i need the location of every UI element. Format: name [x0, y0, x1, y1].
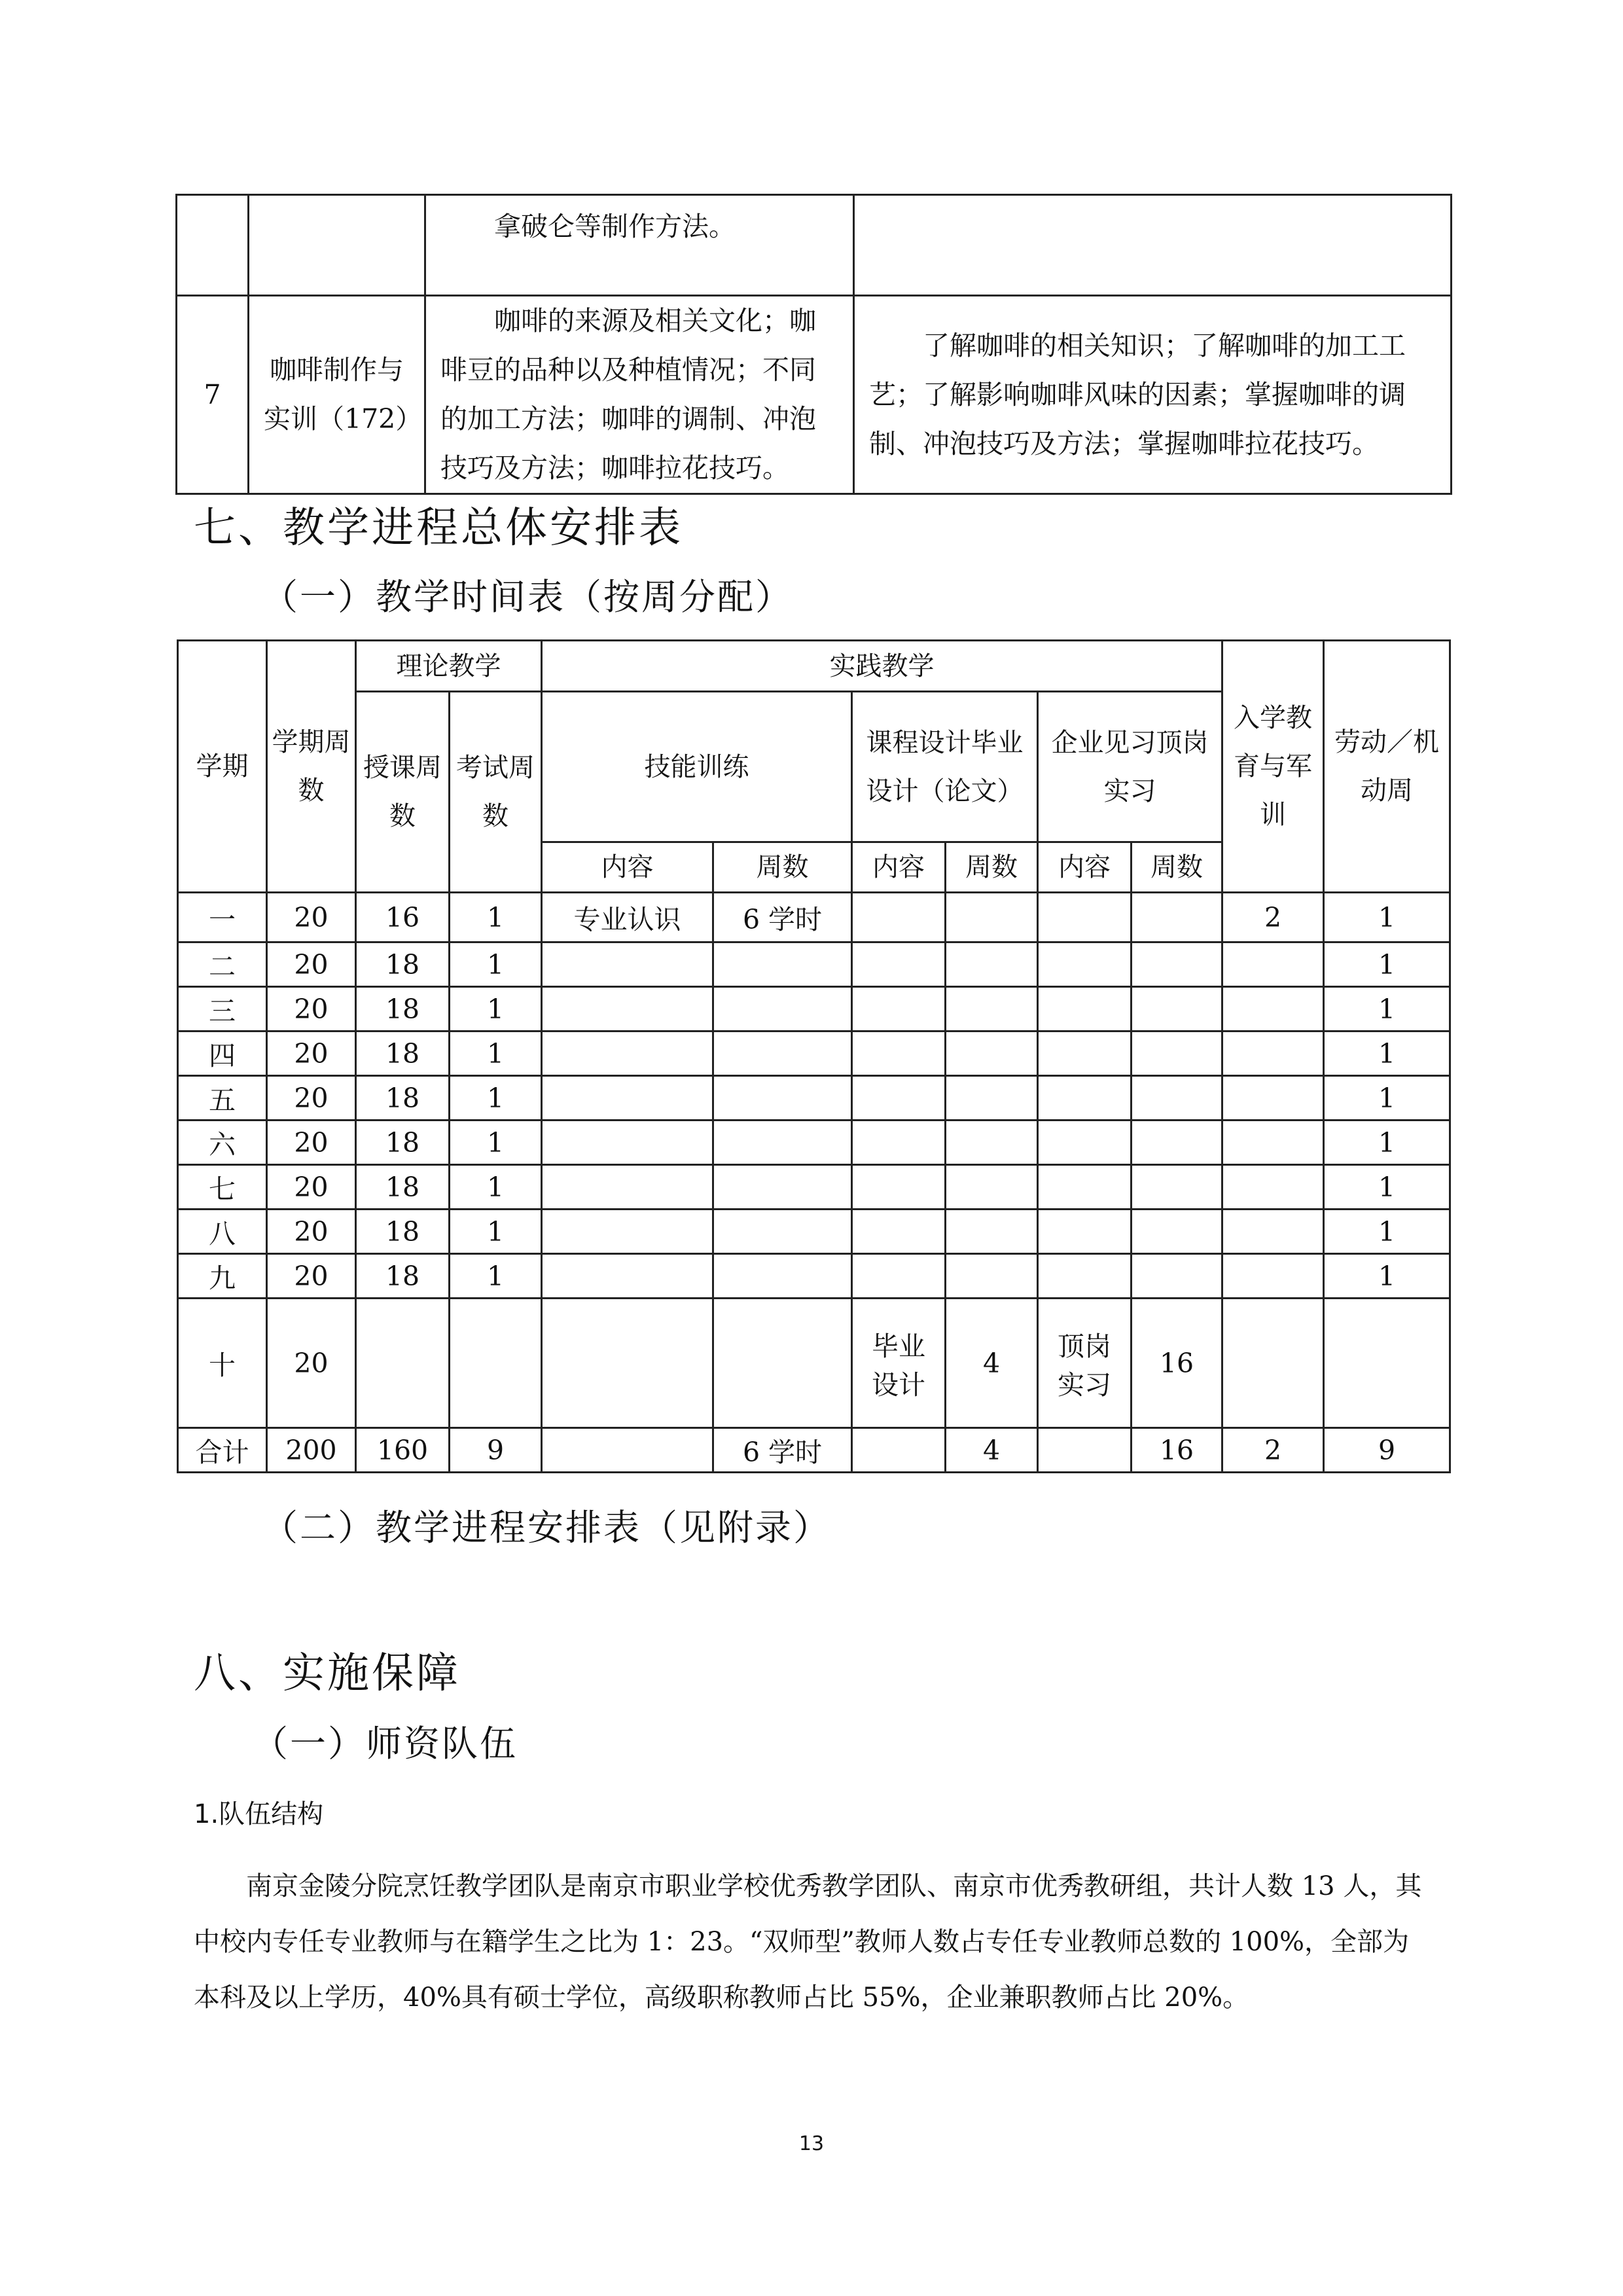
table-cell: [946, 1210, 1038, 1254]
table-cell: 1: [1324, 1254, 1450, 1299]
table-cell: 1: [450, 942, 542, 987]
header-semester: 学期: [178, 641, 267, 893]
table-cell: 20: [267, 1210, 356, 1254]
table-cell: 三: [178, 987, 267, 1031]
table-cell: [946, 987, 1038, 1031]
table-cell: [946, 893, 1038, 942]
table-cell: [1222, 1121, 1324, 1165]
table-cell: 16: [1132, 1299, 1222, 1428]
table-cell: 1: [1324, 1165, 1450, 1210]
section-8-sub-1: （一）师资队伍: [252, 1723, 518, 1765]
table-row: [177, 296, 1452, 494]
table-cell: [713, 1210, 852, 1254]
table-row: [178, 1076, 1450, 1121]
table-cell: 18: [356, 942, 450, 987]
header-week-count: 周数: [713, 842, 852, 893]
table-cell: 9: [450, 1428, 542, 1473]
table-cell: 1: [450, 1076, 542, 1121]
table-cell: 20: [267, 1165, 356, 1210]
table-cell: [852, 1165, 946, 1210]
header-weeks: 学期周数: [267, 641, 356, 893]
table-cell: [852, 987, 946, 1031]
table-cell: 八: [178, 1210, 267, 1254]
table-cell: [946, 942, 1038, 987]
table-cell: [1038, 1031, 1132, 1076]
table-cell: 18: [356, 1031, 450, 1076]
table-cell: [946, 1076, 1038, 1121]
course-name: 咖啡制作与实训（172）: [249, 296, 425, 494]
table-cell: [1132, 1165, 1222, 1210]
header-exam-weeks: 考试周数: [450, 692, 542, 893]
table-cell: [1038, 987, 1132, 1031]
table-cell: [1222, 942, 1324, 987]
table-cell: 9: [1324, 1428, 1450, 1473]
table-cell: 1: [450, 1254, 542, 1299]
table-cell: 专业认识: [542, 893, 713, 942]
section-7-sub-2: （二）教学进程安排表（见附录）: [262, 1507, 832, 1549]
table-cell: [1038, 942, 1132, 987]
table-cell: 一: [178, 893, 267, 942]
table-cell: 200: [267, 1428, 356, 1473]
table-cell: [713, 1165, 852, 1210]
table-cell: 20: [267, 1299, 356, 1428]
schedule-body: [178, 893, 1450, 1473]
table-row: [177, 195, 1452, 296]
table-cell: [542, 1121, 713, 1165]
table-cell: [542, 1076, 713, 1121]
team-structure-paragraph: 南京金陵分院烹饪教学团队是南京市职业学校优秀教学团队、南京市优秀教研组，共计人数 13 人，其中校内专任专业教师与在籍学生之比为 1：23。“双师型”教师人数占专任专业教师总数的 100%，全部为本科及以上学历，40%具有硕士学位，高级职称教师占比 55%，企业兼职教师占比 20%。: [194, 1871, 1422, 2013]
table-cell: 顶岗实习: [1038, 1299, 1132, 1428]
table-cell: [542, 1254, 713, 1299]
table-cell: 16: [356, 893, 450, 942]
table-cell: 160: [356, 1428, 450, 1473]
header-teach-weeks: 授课周数: [356, 692, 450, 893]
course-content: 拿破仑等制作方法。: [425, 195, 854, 296]
table-cell: 20: [267, 893, 356, 942]
table-cell: [1222, 1076, 1324, 1121]
table-cell: [542, 1299, 713, 1428]
table-cell: [356, 1299, 450, 1428]
table-cell: 1: [450, 1165, 542, 1210]
table-row: [178, 1031, 1450, 1076]
table-row: [178, 942, 1450, 987]
table-cell: [542, 1210, 713, 1254]
course-content: 咖啡的来源及相关文化；咖啡豆的品种以及种植情况；不同的加工方法；咖啡的调制、冲泡技巧及方法；咖啡拉花技巧。: [425, 296, 854, 494]
table-cell: [713, 1299, 852, 1428]
course-content-table: [175, 194, 1452, 495]
table-cell: 2: [1222, 1428, 1324, 1473]
table-cell: [852, 1031, 946, 1076]
table-row: [178, 1165, 1450, 1210]
table-cell: 二: [178, 942, 267, 987]
table-cell: 18: [356, 1254, 450, 1299]
table-cell: [1132, 1076, 1222, 1121]
table-row: [178, 1121, 1450, 1165]
table-cell: [542, 987, 713, 1031]
table-cell: [542, 1165, 713, 1210]
header-skill: 技能训练: [542, 692, 852, 842]
section-8-title: 八、实施保障: [194, 1649, 461, 1698]
header-practice: 实践教学: [542, 641, 1222, 692]
table-cell: [1222, 1254, 1324, 1299]
table-cell: 18: [356, 1121, 450, 1165]
table-cell: 1: [450, 1031, 542, 1076]
table-cell: 20: [267, 942, 356, 987]
table-cell: [1038, 1210, 1132, 1254]
table-cell: 4: [946, 1428, 1038, 1473]
table-cell: 18: [356, 1210, 450, 1254]
table-cell: 1: [1324, 942, 1450, 987]
section-7-sub-1: （一）教学时间表（按周分配）: [262, 576, 794, 618]
course-name: [249, 195, 425, 296]
table-cell: 1: [450, 987, 542, 1031]
table-row: [178, 893, 1450, 942]
table-cell: 九: [178, 1254, 267, 1299]
table-cell: [713, 1031, 852, 1076]
header-design: 课程设计毕业设计（论文）: [852, 692, 1038, 842]
header-week-count: 周数: [1132, 842, 1222, 893]
table-cell: 1: [450, 893, 542, 942]
header-theory: 理论教学: [356, 641, 542, 692]
table-cell: 6 学时: [713, 893, 852, 942]
table-cell: [852, 1254, 946, 1299]
table-cell: [713, 1121, 852, 1165]
header-content: 内容: [1038, 842, 1132, 893]
table-cell: [1038, 1076, 1132, 1121]
table-row: [178, 1254, 1450, 1299]
table-cell: [713, 1254, 852, 1299]
table-cell: 六: [178, 1121, 267, 1165]
table-cell: 2: [1222, 893, 1324, 942]
table-cell: [1222, 987, 1324, 1031]
teaching-schedule-table: [177, 639, 1451, 1473]
table-cell: 1: [1324, 1076, 1450, 1121]
table-cell: [1132, 1210, 1222, 1254]
table-cell: [852, 1210, 946, 1254]
table-cell: 20: [267, 1254, 356, 1299]
table-cell: [1222, 1299, 1324, 1428]
table-cell: [542, 1428, 713, 1473]
table-cell: 合计: [178, 1428, 267, 1473]
table-cell: [713, 987, 852, 1031]
table-cell: [1132, 987, 1222, 1031]
table-cell: [946, 1254, 1038, 1299]
table-row: [178, 987, 1450, 1031]
table-cell: 18: [356, 1076, 450, 1121]
table-header-row: [178, 641, 1450, 692]
header-content: 内容: [542, 842, 713, 893]
header-intern: 企业见习顶岗实习: [1038, 692, 1222, 842]
header-entry: 入学教育与军训: [1222, 641, 1324, 893]
table-cell: [946, 1031, 1038, 1076]
table-cell: [852, 893, 946, 942]
table-cell: [1038, 893, 1132, 942]
table-cell: 1: [1324, 987, 1450, 1031]
table-cell: 18: [356, 987, 450, 1031]
table-cell: 1: [1324, 1121, 1450, 1165]
table-cell: [1038, 1121, 1132, 1165]
table-cell: 16: [1132, 1428, 1222, 1473]
table-cell: 1: [1324, 1210, 1450, 1254]
table-cell: [852, 1121, 946, 1165]
table-cell: [1038, 1254, 1132, 1299]
table-cell: [1222, 1165, 1324, 1210]
table-cell: 1: [1324, 1031, 1450, 1076]
header-content: 内容: [852, 842, 946, 893]
table-cell: 毕业设计: [852, 1299, 946, 1428]
table-cell: [946, 1121, 1038, 1165]
table-cell: 1: [450, 1210, 542, 1254]
table-cell: 1: [450, 1121, 542, 1165]
table-row: [178, 1299, 1450, 1428]
table-cell: [713, 1076, 852, 1121]
table-cell: [450, 1299, 542, 1428]
table-cell: [1132, 893, 1222, 942]
table-cell: [852, 1076, 946, 1121]
table-cell: 6 学时: [713, 1428, 852, 1473]
course-goal: [854, 195, 1452, 296]
table-cell: [542, 942, 713, 987]
table-cell: [946, 1165, 1038, 1210]
table-cell: 四: [178, 1031, 267, 1076]
course-no: [177, 195, 249, 296]
table-cell: 20: [267, 1076, 356, 1121]
page-number: 13: [798, 2132, 825, 2155]
section-8-item-1: 1.队伍结构: [194, 1799, 324, 1829]
table-cell: 20: [267, 987, 356, 1031]
header-labor: 劳动／机动周: [1324, 641, 1450, 893]
course-goal: 了解咖啡的相关知识；了解咖啡的加工工艺；了解影响咖啡风味的因素；掌握咖啡的调制、冲泡技巧及方法；掌握咖啡拉花技巧。: [854, 296, 1452, 494]
table-cell: [1222, 1210, 1324, 1254]
table-row: [178, 1210, 1450, 1254]
course-no: 7: [177, 296, 249, 494]
table-cell: [1222, 1031, 1324, 1076]
table-cell: [1132, 942, 1222, 987]
table-cell: [852, 942, 946, 987]
table-cell: 18: [356, 1165, 450, 1210]
table-cell: [1132, 1121, 1222, 1165]
table-cell: [1038, 1165, 1132, 1210]
table-cell: 十: [178, 1299, 267, 1428]
table-cell: 20: [267, 1031, 356, 1076]
table-row: [178, 1428, 1450, 1473]
table-cell: [713, 942, 852, 987]
table-cell: 20: [267, 1121, 356, 1165]
table-cell: 五: [178, 1076, 267, 1121]
table-cell: [1038, 1428, 1132, 1473]
table-cell: 4: [946, 1299, 1038, 1428]
section-7-title: 七、教学进程总体安排表: [194, 504, 683, 552]
table-cell: 七: [178, 1165, 267, 1210]
table-cell: [852, 1428, 946, 1473]
table-cell: 1: [1324, 893, 1450, 942]
header-week-count: 周数: [946, 842, 1038, 893]
table-cell: [1132, 1031, 1222, 1076]
table-cell: [542, 1031, 713, 1076]
table-cell: [1324, 1299, 1450, 1428]
table-cell: [1132, 1254, 1222, 1299]
